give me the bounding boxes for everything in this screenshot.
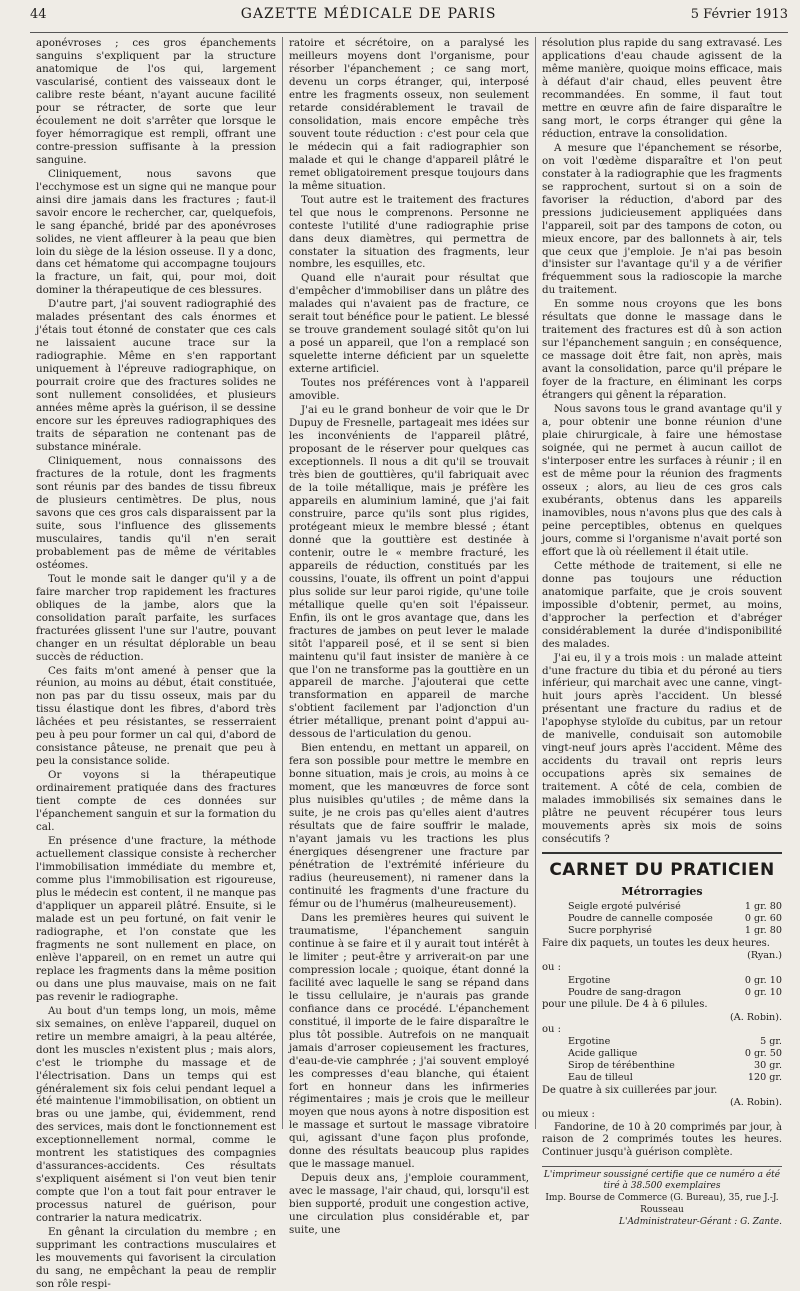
page-header (30, 6, 788, 33)
print-certification: L'imprimeur soussigné certifie que ce numéro a été tiré à 38.500 exemplaires (543, 1169, 781, 1191)
or-label-2: ou : (542, 1023, 562, 1035)
ingredient-quantity: 0 gr. 50 (744, 1048, 782, 1060)
paragraph: Depuis deux ans, j'emploie couramment, avec le massage, l'air chaud, qui, lorsqu'il est bien supporté, produit une congestion active, une circulation plus considérable et, par suite, une (289, 1172, 529, 1237)
ingredient-quantity: 5 gr. (760, 1036, 782, 1048)
ingredient-quantity: 0 gr. 10 (744, 986, 782, 998)
paragraph: D'autre part, j'ai souvent radiographié des malades présentant des cals énormes et j'étais tout étonné de constater que ces cals ne laissaient aucune trace sur la radiographie. Même en s'en rapportant uniquement à l'épreuve radiographique, on pourrait croire que des fractures solides ne sont nullement consolidées, et plusieurs années même après la guérison, il se dessine encore sur les épreuves radiographiques des traits de séparation ne contenant pas de substance minérale. (36, 298, 276, 454)
prescription-line (542, 925, 782, 937)
column-right (535, 37, 788, 1227)
rx2-instructions: pour une pilule. De 4 à 6 pilules. (542, 998, 708, 1010)
page-number: 44 (30, 7, 47, 22)
page-footer (542, 1166, 782, 1229)
paragraph: ratoire et sécrétoire, on a paralysé les meilleurs moyens dont l'organisme, pour résorber l'épanchement ; ce sang mort, devenu un corps étranger, qui, interposé entre les fragments osseux, non seulement retarde considérablement le travail de consolidation, mais encore empêche très souvent toute réduction : c'est pour cela que le médecin qui a fait radiographier son malade et qui le change d'appareil plâtré le remet obligatoirement presque toujours dans la même situation. (289, 37, 529, 192)
ingredient-name: Ergotine (568, 974, 611, 986)
administrator-line: L'Administrateur-Gérant : G. Zante. (619, 1216, 782, 1227)
paragraph: J'ai eu, il y a trois mois : un malade atteint d'une fracture du tibia et du péroné au tiers inférieur, qui marchait avec une canne, vingt-huit jours après l'accident. Un blessé présentant une fracture du radius et de l'apophyse styloïde du cubitus, par un retour de manivelle, conduisait son automobile vingt-neuf jours après l'accident. Même des accidents du travail ont repris leurs occupations après six semaines de traitement. A côté de cela, combien de malades immobilisés six semaines dans le plâtre ne peuvent récupérer tous leurs mouvements après six mois de soins consécutifs ? (542, 651, 782, 846)
ingredient-name: Sucre porphyrisé (568, 925, 652, 937)
journal-title: GAZETTE MÉDICALE DE PARIS (240, 6, 497, 22)
paragraph: J'ai eu le grand bonheur de voir que le Dr Dupuy de Fresnelle, partageait mes idées sur les inconvénients de l'appareil plâtré, proposant de le réserver pour quelques cas exceptionnels. Il nous a dit qu'il se trouvait très bien de gouttières, qu'il fabriquait avec de la toile métallique, mais je préfère les appareils en aluminium laminé, que j'ai fait construire, parce qu'ils sont plus rigides, protégeant mieux le membre blessé ; étant donné que la gouttière est destinée à contenir, outre le « membre fracturé, les appareils de réduction, constitués par les coussins, l'ouate, ils offrent un point d'appui plus solide sur leur paroi rigide, qu'une toile métallique quelle qu'en soit l'épaisseur. Enfin, ils ont le gros avantage que, dans les fractures de jambes on peut lever le malade sitôt l'appareil posé, et il se sent si bien maintenu qu'il faut insister de manière à ce que l'on ne transforme pas la gouttière en un appareil de marche. J'ajouterai que cette transformation en appareil de marche s'obtient facilement par l'adjonction d'un étrier métallique, prenant point d'appui au-dessous de l'articulation du genou. (289, 404, 529, 741)
paragraph: Ces faits m'ont amené à penser que la réunion, au moins au début, était constituée, non pas par du tissu osseux, mais par du tissu élastique dont les fibres, d'abord très lâchées et peu résistantes, se resserraient peu à peu pour former un cal qui, d'abord de consistance pâteuse, ne prenait que peu à peu la consistance solide. (36, 664, 276, 768)
paragraph: Cliniquement, nous savons que l'ecchymose est un signe qui ne manque pour ainsi dire jamais dans les fractures ; faut-il savoir encore le rechercher, car, quelquefois, le sang épanché, bridé par des aponévroses solides, ne vient affleurer à la peau que bien loin du siège de la lésion osseuse. Il y a donc, dans cet hématome qui accompagne toujours la fracture, un fait, qui, pour moi, doit dominer la thérapeutique de ces blessures. (36, 167, 276, 297)
ingredient-quantity: 1 gr. 80 (744, 901, 782, 913)
paragraph: Tout le monde sait le danger qu'il y a de faire marcher trop rapidement les fractures obliques de la jambe, alors que la consolidation paraît parfaite, les surfaces fracturées glissent l'une sur l'autre, pouvant changer en un résultat déplorable un beau succès de réduction. (36, 572, 276, 663)
imprint-line: Imp. Bourse de Commerce (G. Bureau), 35, rue J.-J. Rousseau (545, 1193, 779, 1215)
paragraph: Tout autre est le traitement des fractures tel que nous le comprenons. Personne ne conteste l'utilité d'une radiographie prise dans deux diamètres, qui permettra de constater la situation des fragments, leur nombre, les esquilles, etc. (289, 193, 529, 271)
prescription-line (542, 975, 782, 987)
ingredient-name: Seigle ergoté pulvérisé (568, 901, 681, 913)
ingredient-quantity: 1 gr. 80 (744, 925, 782, 937)
ingredient-name: Acide gallique (568, 1048, 638, 1060)
prescription-line (542, 1060, 782, 1072)
paragraph: A mesure que l'épanchement se résorbe, on voit l'œdème disparaître et l'on peut constater à la radiographie que les fragments se rapprochent, surtout si on a soin de favoriser la réduction, d'abord par des pressions judicieusement appliquées dans l'appareil, soit par des tampons de coton, ou mieux encore, par des ballonnets à air, tels que ceux que j'emploie. Je n'ai pas besoin d'insister sur l'avantage qu'il y a de vérifier fréquemment sous la radioscopie la marche du traitement. (542, 141, 782, 297)
ingredient-name: Poudre de cannelle composée (568, 913, 713, 925)
paragraph: Dans les premières heures qui suivent le traumatisme, l'épanchement sanguin continue à se faire et il y aurait tout intérêt à le limiter ; peut-être y arriverait-on par une compression locale ; quoique, étant donné la facilité avec laquelle le sang se répand dans le tissu cellulaire, je n'aurais pas grande confiance dans ce procédé. L'épanchement constitué, il importe de le faire disparaître le plus tôt possible. Autrefois on ne manquait jamais d'arroser copieusement les fractures, d'eau-de-vie camphrée ; j'ai souvent employé les compresses d'eau blanche, qui étaient fort en honneur dans les infirmeries régimentaires ; mais je crois que le meilleur moyen que nous ayons à notre disposition est le massage et surtout le massage vibratoire qui, agissant d'une façon plus profonde, donne des résultats beaucoup plus rapides que le massage manuel. (289, 911, 529, 1171)
paragraph: Nous savons tous le grand avantage qu'il y a, pour obtenir une bonne réunion d'une plaie chirurgicale, à faire une hémostase soignée, qui ne permet à aucun caillot de s'interposer entre les surfaces à réunir ; il en est de même pour la réunion des fragments osseux ; alors, au lieu de ces gros cals exubérants, obtenus dans les appareils inamovibles, nous n'avons plus que des cals à peine perceptibles, obtenus en quelques jours, comme si l'organisme n'avait porté son effort que là où réellement il était utile. (542, 403, 782, 558)
fandorine-text: Fandorine, de 10 à 20 comprimés par jour, à raison de 2 comprimés toutes les heures. Continuer jusqu'à guérison complète. (542, 1121, 782, 1159)
rx2-author: (A. Robin). (730, 1011, 782, 1023)
paragraph: Bien entendu, en mettant un appareil, on fera son possible pour mettre le membre en bonne situation, mais je crois, au moins à ce moment, que les manœuvres de force sont plus nuisibles qu'utiles ; de même dans la suite, je ne crois pas qu'elles aient d'autres résultats que de faire souffrir le malade, n'ayant jamais vu les tractions les plus énergiques désengrener une fracture par pénétration de l'extrémité inférieure du radius (heureusement), ni ramener dans la continuité les fragments d'une fracture du fémur ou de l'humérus (malheureusement). (289, 742, 529, 910)
paragraph: Toutes nos préférences vont à l'appareil amovible. (289, 377, 529, 403)
prescription-1 (542, 901, 782, 937)
ingredient-quantity: 0 gr. 60 (744, 913, 782, 925)
carnet-title: CARNET DU PRATICIEN (549, 860, 775, 881)
carnet-subtitle: Métrorragies (621, 885, 703, 899)
ingredient-name: Poudre de sang-dragon (568, 986, 682, 998)
issue-date: 5 Février 1913 (690, 7, 788, 22)
prescription-3 (542, 1036, 782, 1084)
paragraph: résolution plus rapide du sang extravasé. Les applications d'eau chaude agissent de la même manière, quoique moins efficace, mais à défaut d'air chaud, elles peuvent être recommandées. En somme, il faut tout mettre en œuvre afin de faire disparaître le sang mort, le corps étranger qui gêne la réduction, entrave la consolidation. (542, 37, 782, 140)
prescription-line (542, 1072, 782, 1084)
column-left (30, 37, 282, 1291)
ingredient-name: Eau de tilleul (568, 1072, 633, 1084)
carnet-du-praticien (542, 852, 782, 1160)
prescription-line (542, 1036, 782, 1048)
or-label-3: ou mieux : (542, 1109, 595, 1121)
ingredient-quantity: 120 gr. (747, 1072, 782, 1084)
ingredient-name: Sirop de térébenthine (568, 1060, 675, 1072)
ingredient-quantity: 0 gr. 10 (744, 974, 782, 986)
paragraph: En gênant la circulation du membre ; en supprimant les contractions musculaires et les mouvements qui favorisent la circulation du sang, ne empêchant la peau de remplir son rôle respi- (36, 1226, 276, 1291)
paragraph: Or voyons si la thérapeutique ordinairement pratiquée dans des fractures tient compte de ces données sur l'épanchement sanguin et sur la formation du cal. (36, 769, 276, 834)
paragraph: Quand elle n'aurait pour résultat que d'empêcher d'immobiliser dans un plâtre des malades qui n'avaient pas de fracture, ce serait tout bénéfice pour le patient. Le blessé se trouve grandement soulagé sitôt qu'on lui a posé un appareil, que l'on a remplacé son squelette interne déficient par un squelette externe artificiel. (289, 272, 529, 376)
prescription-2 (542, 975, 782, 999)
rx1-author: (Ryan.) (747, 950, 782, 962)
or-label-1: ou : (542, 962, 562, 974)
rx1-instructions: Faire dix paquets, un toutes les deux heures. (542, 937, 770, 949)
ingredient-name: Ergotine (568, 1036, 611, 1048)
rx3-instructions: De quatre à six cuillerées par jour. (542, 1084, 718, 1096)
paragraph: Au bout d'un temps long, un mois, même six semaines, on enlève l'appareil, duquel on retire un membre amaigri, à la peau altérée, dont les muscles n'existent plus ; mais alors, c'est le triomphe du massage et de l'électrisation. Dans un temps qui est généralement six fois celui pendant lequel a été maintenue l'immobilisation, on obtient un bras ou une jambe, qui, évidemment, rend des services, mais dont le fonctionnement est exceptionnellement normal, comme le montrent les statistiques des compagnies d'assurances-accidents. Ces résultats s'expliquent aisément si l'on veut bien tenir compte que l'on a tout fait pour entraver le processus naturel de guérison, pour contrarier la natura medicatrix. (36, 1004, 276, 1225)
column-middle (282, 37, 535, 1237)
prescription-line (542, 1048, 782, 1060)
paragraph: En somme nous croyons que les bons résultats que donne le massage dans le traitement des fractures est dû à son action sur l'épanchement sanguin ; en conséquence, ce massage doit être fait, non après, mais avant la consolidation, parce qu'il prépare le foyer de la fracture, en éliminant les corps étrangers qui gênent la réparation. (542, 298, 782, 402)
prescription-line (542, 901, 782, 913)
paragraph: Cliniquement, nous connaissons des fractures de la rotule, dont les fragments sont réunis par des bandes de tissu fibreux de plusieurs centimètres. De plus, nous savons que ces gros cals disparaissent par la suite, sous l'influence des glissements musculaires, tandis qu'il n'en serait probablement pas de même de véritables ostéomes. (36, 455, 276, 571)
prescription-line (542, 913, 782, 925)
rx3-author: (A. Robin). (730, 1097, 782, 1109)
column-right-text (542, 37, 782, 846)
paragraph: En présence d'une fracture, la méthode actuellement classique consiste à rechercher l'immobilisation immédiate du membre et, comme plus l'immobilisation est rigoureuse, plus le médecin est content, il ne manque pas d'appliquer un appareil plâtré. Ensuite, si le malade est un peu fortuné, on fait venir le radiographe, et l'on constate que les fragments ne sont nullement en place, on enlève l'appareil, on en remet un autre qui replace les fragments dans la même position ou dans une plus mauvaise, mais on ne fait pas revenir le radiographe. (36, 835, 276, 1003)
paragraph: aponévroses ; ces gros épanchements sanguins s'expliquent par la structure anatomique de l'os qui, largement vascularisé, contient des vaisseaux dont le calibre reste béant, n'ayant aucune facilité pour se rétracter, de sorte que leur écoulement ne doit s'arrêter que lorsque le foyer hémorragique est rempli, offrant une contre-pression suffisante à la pression sanguine. (36, 37, 276, 166)
paragraph: Cette méthode de traitement, si elle ne donne pas toujours une réduction anatomique parfaite, que je crois souvent impossible d'obtenir, permet, au moins, d'approcher la perfection et d'abréger considérablement la durée d'indisponibilité des malades. (542, 559, 782, 650)
prescription-line (542, 987, 782, 999)
ingredient-quantity: 30 gr. (754, 1060, 782, 1072)
